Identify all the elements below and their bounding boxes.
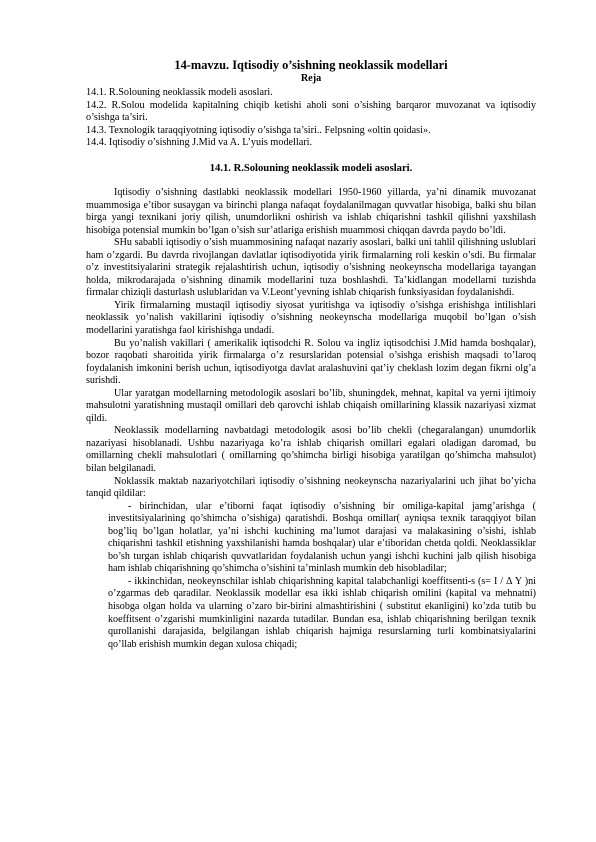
paragraph: Ular yaratgan modellarning metodologik asoslari bo’lib, shuningdek, mehnat, kapital va yerni ijtimoiy mahsulotni yaratishning mustaqil omillari deb qarovchi ishlab chiqaish omillarining klassik nazariyasi xizmat qildi.: [86, 387, 536, 424]
body-text: [86, 187, 536, 651]
list-item: - birinchidan, ular e’tiborni faqat iqtisodiy o’sishning bir omiliga-kapital jamg’arishga ( investitsiyalarining qo’shimcha o’sishiga) qaratishdi. Boshqa omillar( ayniqsa texnik taraqqiyot bilan bog’liq bo’lgan holatlar, ya’ni ishchi kuchining ma’lumot darajasi va malakasining o’sishi, ishlab chiqarishni tashkil etishning yaxshilanishi hamda boshqalar) ular e’tiboridan chetda qoldi. Neoklassiklar bo’sh turgan ishlab chiqarish quvvatlaridan foydalanish uchun yangi ishchi kuchini jalb qilish hisobiga ham ishlab chiqarishning qo’shimcha o’sishini ta’minlash mumkin deb hisobladilar;: [108, 500, 536, 575]
plan-item: 14.3. Texnologik taraqqiyotning iqtisodiy o’sishga ta’siri.. Felpsning «oltin qoidasi».: [86, 124, 431, 136]
page-title: 14-mavzu. Iqtisodiy o’sishning neoklassik modellari: [174, 58, 448, 72]
section-heading: 14.1. R.Solouning neoklassik modeli asoslari.: [209, 162, 413, 174]
paragraph: Yirik firmalarning mustaqil iqtisodiy siyosat yuritishga va iqtisodiy o’sishga erishishga intilishlari neoklassik yo’nalish vakillarini iqtisodiy o’sishning neokeynscha modellariga muqobil bo’lgan o’sish modellarini yaratishga faol kirishishga undadi.: [86, 299, 536, 336]
paragraph: Neoklassik modellarning navbatdagi metodologik asosi bo’lib chekli (chegaralangan) unumdorlik nazariyasi hisoblanadi. Ushbu nazariyaga ko’ra ishlab chiqarish omillari egalari oladigan daromad, bu omillarning chekli mahsulotlari ( omillarning qo’shimcha birligi hisobiga yaratilgan qo’shimcha mahsulot) bilan belgilanadi.: [86, 425, 536, 474]
list-item: - ikkinchidan, neokeynschilar ishlab chiqarishning kapital talabchanligi koeffitsenti-s (s= I / Δ Y )ni o’zgarmas deb qaradilar. Neoklassik modellar esa ikki ishlab chiqarish omilini (kapital va mehnatni) hisobga olgan holda va ularning o’zaro bir-birini almashtirishini ( substitut ekanligini) ko’zda tutib bu koeffitsent o’zgarishi mumkinligini nazarda tutadilar. Bundan esa, ishlab chiqarishning berilgan texnik qurollanishi darajasida, belgilangan ishlab chiqarish hajmiga resurslarning turli kombinatsiyalarini qo’llab erishish mumkin degan xulosa chiqadi;: [108, 575, 536, 650]
paragraph: Noklassik maktab nazariyotchilari iqtisodiy o’sishning neokeynscha nazariyalarini uch jihat bo’yicha tanqid qildilar:: [86, 475, 536, 500]
plan-heading: Reja: [300, 73, 322, 84]
paragraph: SHu sababli iqtisodiy o’sish muammosining nafaqat nazariy asoslari, balki uni tahlil qilishning uslublari ham o’zgardi. Bu davrda rivojlangan davlatlar iqtisodiyotida yirik firmalarning roli keskin o’sdi. Bu firmalar o’z investitsiyalarini strategik rejalashtirish uchun, iqtisodiy o’sishning neokeynscha modellariga tayangan holda, mikrodarajada o’sishning dinamik modellarini tuza boshlashdi. Ta’kidlangan modellarni tuzishda firmalar chiziqli dasturlash uslublaridan va V.Leont’yevning ishlab chiqarish funksiyasidan foydalanishdi.: [86, 237, 536, 299]
plan-item: 14.2. R.Solou modelida kapitalning chiqib ketishi aholi soni o’sishing barqaror muvozanat va iqtisodiy o’sishga ta’siri.: [86, 99, 536, 124]
plan-list: [86, 87, 536, 150]
plan-item: 14.4. Iqtisodiy o’sishning J.Mid va A. L’yuis modellari.: [86, 137, 313, 149]
plan-item: 14.1. R.Solouning neoklassik modeli asoslari.: [86, 87, 273, 98]
paragraph: Bu yo’nalish vakillari ( amerikalik iqtisodchi R. Solou va ingliz iqtisodchisi J.Mid hamda boshqalar), bozor raqobati sharoitida yirik firmalarga o’z resurslaridan potensial o’sishga erishish maqsadi to’laroq foydalanish imkonini berish uchun, iqtisodiyotga davlat aralashuvini qat’iy cheklash lozim degan fikrni olg’a surishdi.: [86, 337, 536, 387]
paragraph: Iqtisodiy o’sishning dastlabki neoklassik modellari 1950-1960 yillarda, ya’ni dinamik muvozanat muammosiga e’tibor susaygan va birinchi planga nafaqat foydalanilmagan quvvatlar hisobiga, balki shu bilan birga yangi texnikani joriy qilish, unumdorlikni oshirish va ishlab chiqarishni tashkil qilishni yaxshilash hisobiga potensial mumkin bo’lgan o’sish sur’atlariga erishish muammosi chiqqan davrda paydo bo’ldi.: [86, 186, 536, 236]
